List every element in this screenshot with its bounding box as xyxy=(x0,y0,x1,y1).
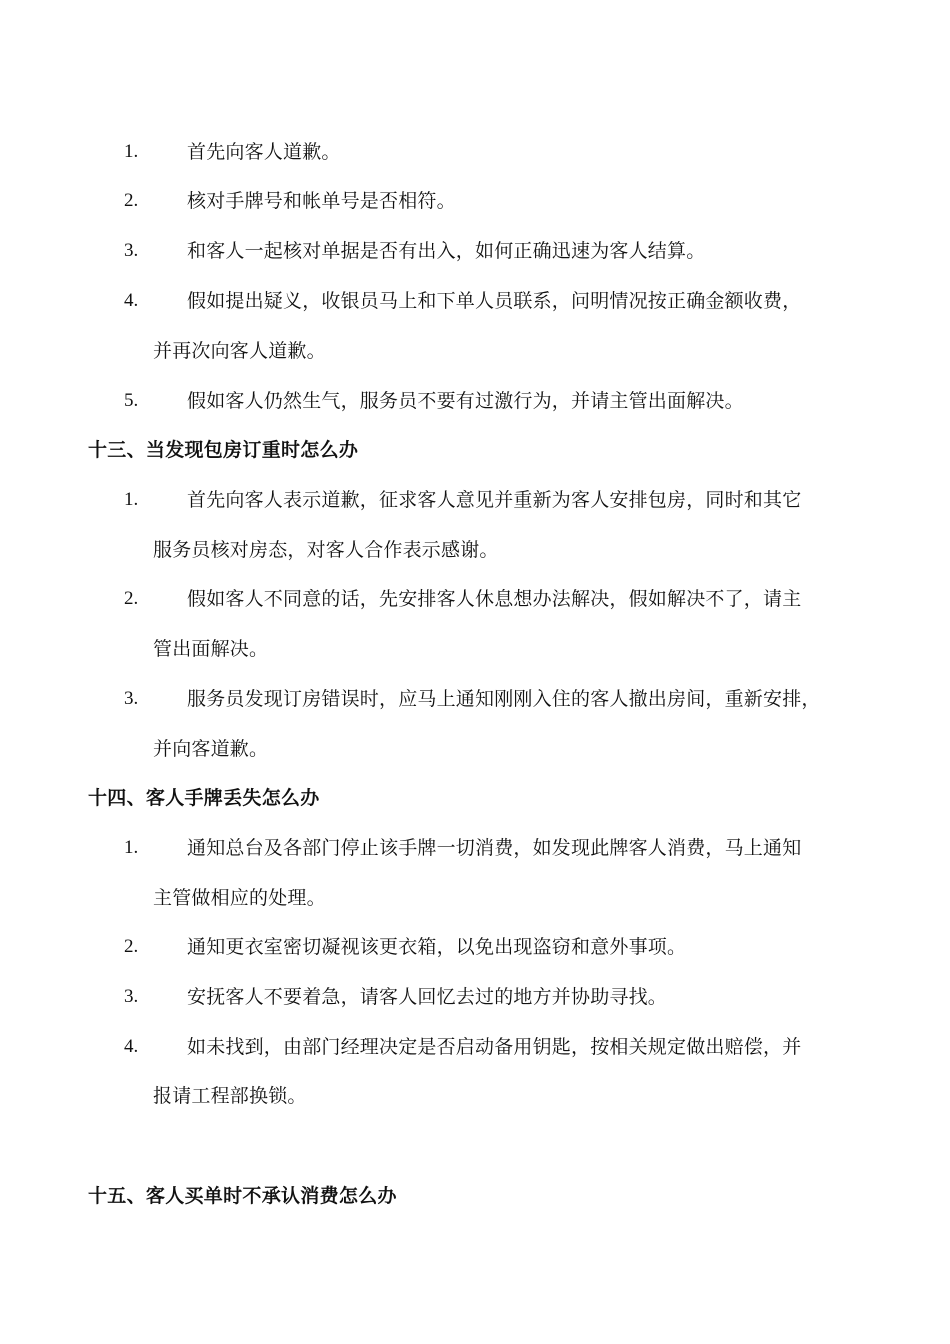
list-item-continuation: 管出面解决。 xyxy=(153,638,269,660)
list-number: 1. xyxy=(124,141,139,162)
list-number: 2. xyxy=(124,936,139,957)
list-number: 1. xyxy=(124,489,139,510)
list-item-continuation: 主管做相应的处理。 xyxy=(153,887,326,909)
section-heading: 十五、客人买单时不承认消费怎么办 xyxy=(88,1185,397,1207)
list-number: 1. xyxy=(124,837,139,858)
list-number: 4. xyxy=(124,1036,139,1057)
list-item-text: 假如提出疑义，收银员马上和下单人员联系，问明情况按正确金额收费， xyxy=(187,290,802,312)
section-heading: 十三、当发现包房订重时怎么办 xyxy=(88,439,359,461)
list-number: 4. xyxy=(124,290,139,311)
list-number: 3. xyxy=(124,986,139,1007)
list-item-continuation: 并再次向客人道歉。 xyxy=(153,340,326,362)
list-item-text: 如未找到，由部门经理决定是否启动备用钥匙，按相关规定做出赔偿，并 xyxy=(187,1036,802,1058)
list-item-text: 通知总台及各部门停止该手牌一切消费，如发现此牌客人消费，马上通知 xyxy=(187,837,802,859)
list-item-text: 假如客人仍然生气，服务员不要有过激行为，并请主管出面解决。 xyxy=(187,390,744,412)
list-item-continuation: 并向客道歉。 xyxy=(153,738,269,760)
list-number: 2. xyxy=(124,190,139,211)
list-item-continuation: 服务员核对房态，对客人合作表示感谢。 xyxy=(153,539,499,561)
list-item-text: 服务员发现订房错误时，应马上通知刚刚入住的客人撤出房间，重新安排， xyxy=(187,688,821,710)
list-item-text: 假如客人不同意的话，先安排客人休息想办法解决，假如解决不了，请主 xyxy=(187,588,802,610)
list-number: 3. xyxy=(124,688,139,709)
list-number: 2. xyxy=(124,588,139,609)
list-item-continuation: 报请工程部换锁。 xyxy=(153,1085,307,1107)
list-item-text: 首先向客人道歉。 xyxy=(187,141,341,163)
list-item-text: 安抚客人不要着急，请客人回忆去过的地方并协助寻找。 xyxy=(187,986,668,1008)
list-number: 3. xyxy=(124,240,139,261)
list-item-text: 和客人一起核对单据是否有出入，如何正确迅速为客人结算。 xyxy=(187,240,706,262)
list-number: 5. xyxy=(124,390,139,411)
list-item-text: 核对手牌号和帐单号是否相符。 xyxy=(187,190,456,212)
list-item-text: 首先向客人表示道歉，征求客人意见并重新为客人安排包房，同时和其它 xyxy=(187,489,802,511)
section-heading: 十四、客人手牌丢失怎么办 xyxy=(88,787,320,809)
list-item-text: 通知更衣室密切凝视该更衣箱，以免出现盗窃和意外事项。 xyxy=(187,936,687,958)
